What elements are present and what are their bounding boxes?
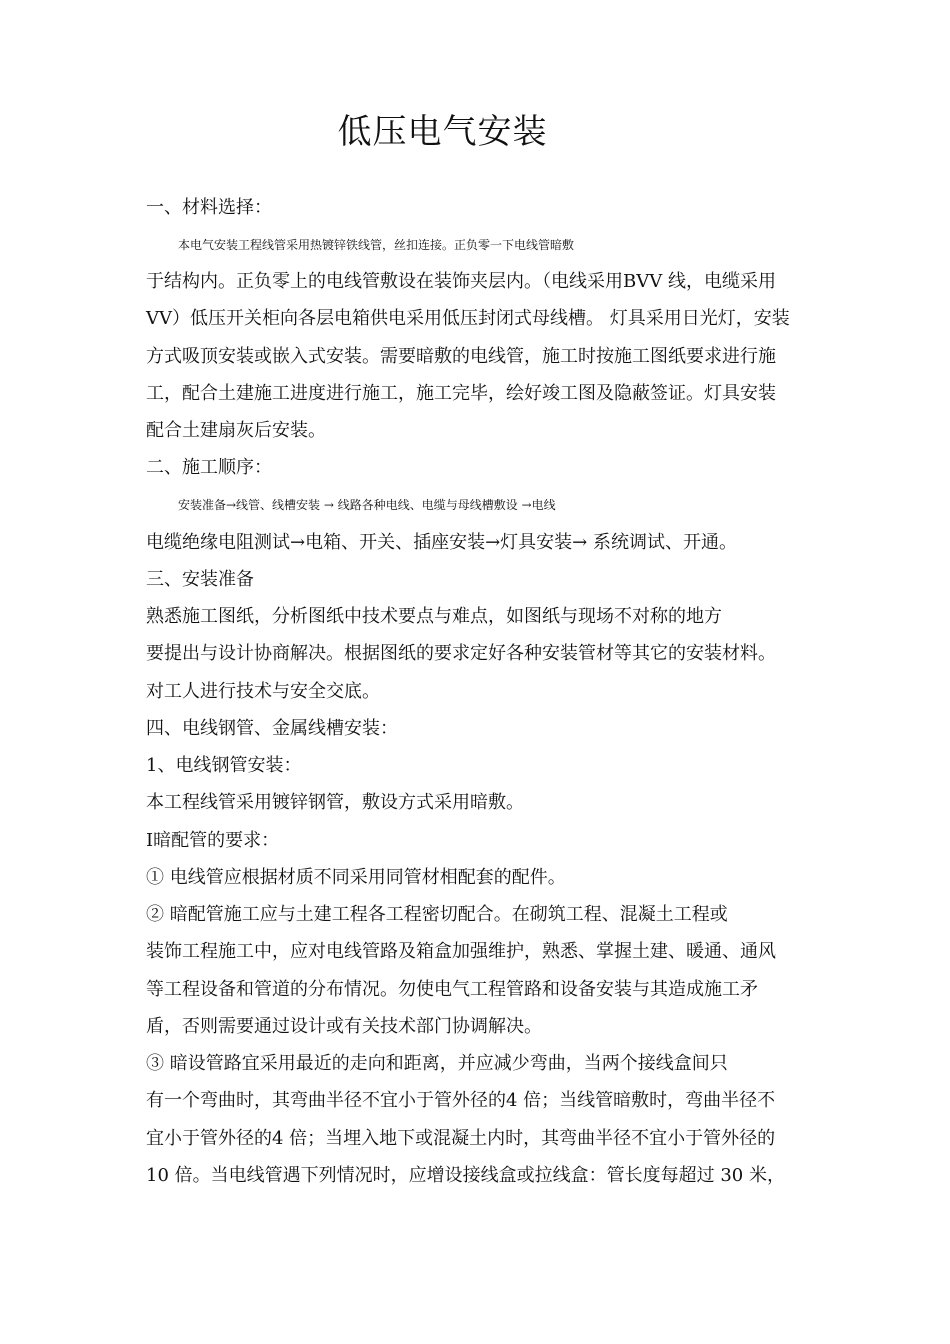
paragraph-line: 本工程线管采用镀锌钢管，敷设方式采用暗敷。: [146, 792, 524, 813]
paragraph-line: 工，配合土建施工进度进行施工，施工完毕，绘好竣工图及隐蔽签证。灯具安装: [146, 383, 776, 404]
paragraph-line: 方式吸顶安装或嵌入式安装。需要暗敷的电线管，施工时按施工图纸要求进行施: [146, 346, 776, 367]
document-title: 低压电气安装: [337, 112, 548, 152]
section-heading: 一、材料选择：: [146, 197, 272, 218]
paragraph-line: 10 倍。当电线管遇下列情况时，应增设接线盒或拉线盒：管长度每超过 30 米，: [146, 1165, 785, 1186]
paragraph-line: 宜小于管外径的4 倍；当埋入地下或混凝土内时，其弯曲半径不宜小于管外径的: [146, 1128, 776, 1149]
section-heading: 四、电线钢管、金属线槽安装：: [146, 718, 398, 739]
paragraph-line: 本电气安装工程线管采用热镀锌铁线管，丝扣连接。正负零一下电线管暗敷: [178, 238, 575, 252]
paragraph-line: 配合土建扇灰后安装。: [146, 420, 326, 441]
subsection-heading: 1、电线钢管安装：: [146, 755, 302, 776]
section-heading: 二、施工顺序：: [146, 457, 272, 478]
paragraph-line: 装饰工程施工中，应对电线管路及箱盒加强维护，熟悉、掌握土建、暖通、通风: [146, 941, 776, 962]
paragraph-line: 有一个弯曲时，其弯曲半径不宜小于管外径的4 倍；当线管暗敷时，弯曲半径不: [146, 1090, 776, 1111]
section-heading: 三、安装准备: [146, 569, 254, 590]
paragraph-line: 电缆绝缘电阻测试→电箱、开关、插座安装→灯具安装→ 系统调试、开通。: [146, 532, 737, 553]
paragraph-line: 等工程设备和管道的分布情况。勿使电气工程管路和设备安装与其造成施工矛: [146, 979, 758, 1000]
paragraph-line: 于结构内。正负零上的电线管敷设在装饰夹层内。（电线采用BVV 线，电缆采用: [146, 271, 776, 292]
paragraph-line: VV）低压开关柜向各层电箱供电采用低压封闭式母线槽。 灯具采用日光灯，安装: [146, 308, 790, 329]
paragraph-line: 安装准备→线管、线槽安装 → 线路各种电线、电缆与母线槽敷设 →电线: [178, 498, 556, 512]
list-item: ① 电线管应根据材质不同采用同管材相配套的配件。: [146, 867, 566, 888]
list-item: ③ 暗设管路宜采用最近的走向和距离，并应减少弯曲，当两个接线盒间只: [146, 1053, 728, 1074]
paragraph-line: 盾，否则需要通过设计或有关技术部门协调解决。: [146, 1016, 542, 1037]
paragraph-line: 对工人进行技术与安全交底。: [146, 681, 380, 702]
paragraph-line: 熟悉施工图纸，分析图纸中技术要点与难点，如图纸与现场不对称的地方: [146, 606, 722, 627]
paragraph-line: 要提出与设计协商解决。根据图纸的要求定好各种安装管材等其它的安装材料。: [146, 643, 776, 664]
subsection-heading: Ⅰ暗配管的要求：: [146, 830, 280, 851]
list-item: ② 暗配管施工应与土建工程各工程密切配合。在砌筑工程、混凝土工程或: [146, 904, 728, 925]
